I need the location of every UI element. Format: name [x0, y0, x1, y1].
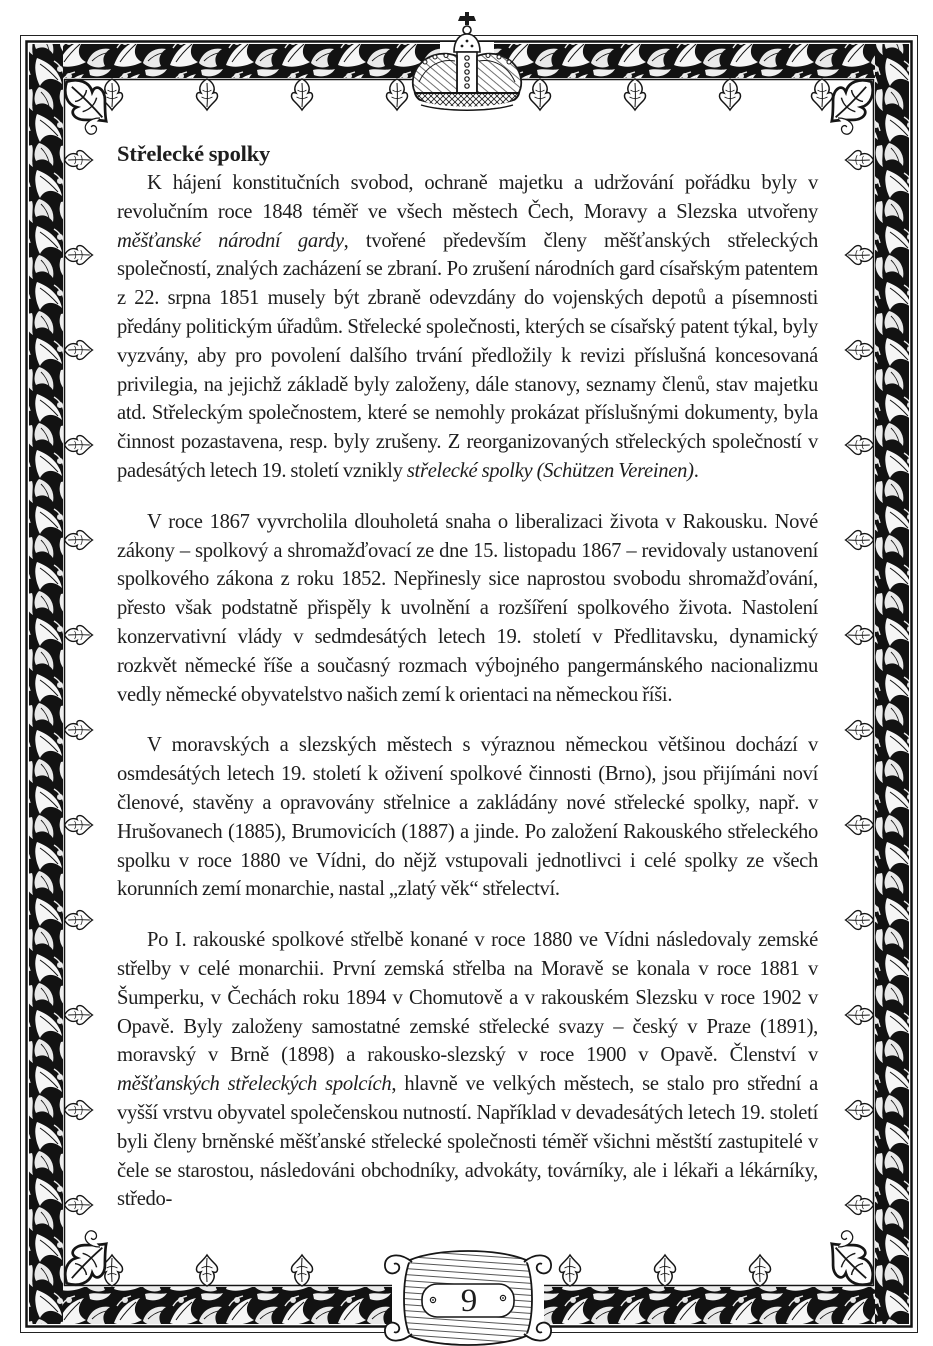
text-run: , tvořené především členy měšťanských střeleckých společností, znalých zacházení se zbraní. Po zrušení národních gard císařským patentem z 22. srpna 1851 musely být zbraně odevzdány do vojenských depotů a písemnosti předány politickým úřadům. Střelecké společnosti, kterých se císařský patent týkal, byly vyzvány, aby pro povolení dalšího trvání předložily k revizi příslušná koncesovaná privilegia, na jejichž základě byly založeny, dále stanovy, seznamy členů, stav majetku atd. Střeleckým společnostem, které se nemohly prokázat příslušnými dokumenty, byla činnost pozastavena, resp. byly zrušeny. Z reorganizovaných střeleckých společností v padesátých letech 19. století vznikly	[117, 229, 819, 482]
text-run: .	[693, 459, 699, 482]
page-content	[117, 140, 818, 1214]
text-run: K hájení konstitučních svobod, ochraně majetku a udržování pořádku byly v revolučním roce 1848 téměř ve všech městech Čech, Moravy a Slezska utvořeny	[117, 172, 818, 223]
paragraph-3	[117, 731, 818, 904]
paragraph-1	[117, 169, 818, 486]
text-run: , hlavně ve velkých městech, se stalo pro střední a vyšší vrstvu obyvatel společenskou nutností. Například v devadesátých letech 19. století byli členy brněnské měšťanské střelecké společnosti téměř všichni městští zastupitelé v čele se starostou, následováni obchodníky, advokáty, továrníky, ale i lékaři a lékárníky, středo-	[117, 1073, 818, 1211]
text-run: V roce 1867 vyvrcholila dlouholetá snaha o liberalizaci života v Rakousku. Nové zákony – spolkový a shromažďovací ze dne 15. listopadu 1867 – revidovaly ustanovení spolkového zákona z roku 1852. Nepřinesly sice naprostou svobodu shromažďování, přesto však podstatně přispěly k uvolnění a rozšíření spolkového života. Nastolení konzervativní vlády v sedmdesátých letech 19. století v Předlitavsku, dynamický rozkvět německé říše a současný rozmach výbojného pangermánského nacionalizmu vedly německé obyvatelstvo našich zemí k orientaci na německou říši.	[117, 510, 818, 706]
italic-run: měšťanských střeleckých spolcích	[117, 1073, 392, 1096]
italic-run: měšťanské národní gardy	[117, 229, 344, 252]
text-run: V moravských a slezských městech s výraznou německou většinou dochází v osmdesátých letech 19. století k oživení spolkové činnosti (Brno), jsou přijímáni noví členové, stavěny a opravovány střelnice a zakládány nové střelecké spolky, např. v Hrušovanech (1885), Brumovicích (1887) a jinde. Po založení Rakouského střeleckého spolku v roce 1880 ve Vídni, do nějž vstupovali jednotlivci i celé spolky ze všech korunních zemí monarchie, nastal „zlatý věk“ střelectví.	[117, 734, 818, 901]
page-number: 9	[460, 1283, 478, 1319]
italic-run: střelecké spolky (Schützen Vereinen)	[406, 459, 694, 482]
page-number-cartouche	[385, 1248, 551, 1346]
paragraph-4	[117, 926, 818, 1214]
text-run: Po I. rakouské spolkové střelbě konané v roce 1880 ve Vídni následovaly zemské střelby v celé monarchii. První zemská střelba na Moravě se konala v roce 1881 v Šumperku, v Čechách roku 1894 v Chomutově a v rakouském Slezsku v roce 1902 v Opavě. Byly založeny samostatné zemské střelecké svazy – český v Praze (1891), moravský v Brně (1898) a rakousko-slezský v roce 1900 v Opavě. Členství v	[117, 929, 818, 1067]
paragraph-2	[117, 508, 818, 710]
section-heading: Střelecké spolky	[117, 141, 271, 166]
crown-icon	[413, 12, 522, 110]
